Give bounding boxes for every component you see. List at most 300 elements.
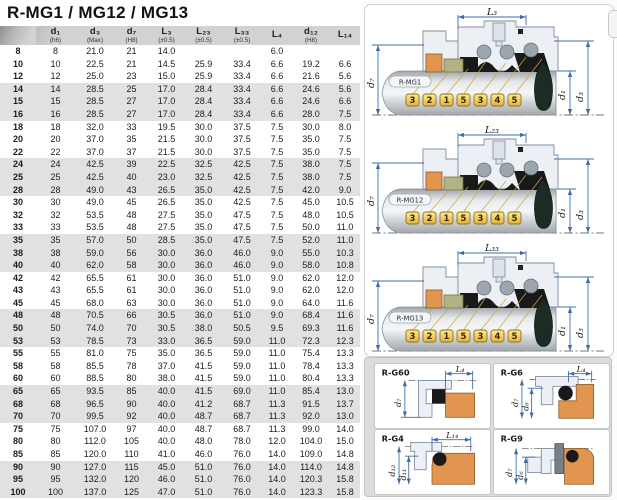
value-cell: 6.6 — [262, 83, 292, 96]
value-cell: 100 — [36, 486, 75, 499]
face-ring — [444, 177, 463, 190]
value-cell: 41.2 — [185, 398, 222, 411]
seal-cross-section — [366, 7, 610, 121]
value-cell: 45.0 — [148, 461, 185, 474]
value-cell: 7.5 — [270, 134, 284, 145]
value-cell: 38 — [36, 247, 75, 260]
value-cell: 59.0 — [222, 335, 262, 348]
value-cell: 12 — [50, 71, 61, 82]
callout-number: 3 — [409, 96, 416, 106]
detail-card-title: R-G60 — [381, 367, 410, 378]
value-cell: 120 — [115, 473, 148, 486]
value-cell: 48.0 — [302, 209, 320, 220]
value-cell: 13.3 — [336, 373, 354, 384]
callout-boxes — [406, 94, 521, 106]
value-cell: 28.5 — [75, 108, 115, 121]
table-row — [0, 398, 360, 411]
callout-boxes — [406, 212, 521, 224]
seal-cross-section — [366, 125, 610, 239]
callout-number: 5 — [460, 214, 467, 224]
value-cell: 15.8 — [330, 486, 360, 499]
value-cell: 50 — [36, 322, 75, 335]
dim-label: d₇ — [366, 314, 377, 324]
value-cell: 11.0 — [268, 373, 286, 384]
table-row — [0, 448, 360, 461]
value-cell: 93.5 — [75, 385, 115, 398]
value-cell: 14.8 — [336, 449, 354, 459]
value-cell: 90 — [36, 461, 75, 474]
value-cell: 66 — [115, 309, 148, 322]
row-label-cell: 53 — [0, 335, 36, 348]
column-header: d₁ (h6) — [36, 26, 75, 45]
value-cell: 19.5 — [157, 121, 176, 132]
value-cell: 37.5 — [233, 146, 251, 157]
value-cell: 38.0 — [292, 171, 330, 184]
value-cell: 55.0 — [292, 247, 330, 260]
value-cell: 72.3 — [292, 335, 330, 348]
row-label-cell: 42 — [12, 272, 23, 283]
value-cell: 48.7 — [194, 423, 213, 434]
seal-diagram-r-mg13 — [366, 243, 610, 357]
value-cell: 53.5 — [86, 209, 104, 220]
value-cell — [185, 45, 222, 58]
value-cell: 59.0 — [233, 348, 251, 359]
value-cell: 22.5 — [148, 158, 185, 171]
value-cell: 11.3 — [262, 410, 292, 423]
row-label-cell: 16 — [0, 108, 36, 121]
value-cell: 6.6 — [270, 58, 284, 69]
value-cell: 76.0 — [222, 486, 262, 499]
value-cell: 35.0 — [185, 234, 222, 247]
table-row — [0, 133, 360, 146]
value-cell: 7.5 — [338, 146, 352, 157]
value-cell: 62.0 — [302, 272, 320, 283]
value-cell: 25.9 — [194, 71, 213, 82]
value-cell: 36.0 — [185, 247, 222, 260]
table-row — [0, 146, 360, 159]
value-cell: 12.0 — [336, 272, 354, 283]
table-row — [0, 247, 360, 260]
value-cell: 26.5 — [148, 184, 185, 197]
row-label-cell: 50 — [0, 322, 36, 335]
value-cell: 47.5 — [222, 234, 262, 247]
column-header — [0, 26, 36, 45]
value-cell: 10.8 — [330, 259, 360, 272]
value-cell: 9.0 — [270, 285, 284, 296]
dim-label: L₂₃ — [485, 125, 499, 136]
value-cell: 38.0 — [185, 322, 222, 335]
detail-card-title: R-G6 — [500, 367, 523, 378]
value-cell: 36.5 — [185, 335, 222, 348]
face-ring — [444, 295, 463, 308]
value-cell: 10.3 — [330, 247, 360, 260]
table-row — [0, 196, 360, 209]
value-cell: 50 — [115, 234, 148, 247]
value-cell: 14.8 — [330, 461, 360, 474]
value-cell: 80 — [50, 436, 61, 447]
value-cell: 11.6 — [336, 297, 354, 308]
value-cell: 33.4 — [233, 58, 251, 69]
value-cell: 33.0 — [148, 335, 185, 348]
edge-tab — [608, 10, 617, 38]
table-row — [0, 360, 360, 373]
value-cell: 10.5 — [336, 197, 354, 208]
value-cell: 11.0 — [262, 335, 292, 348]
value-cell: 22.5 — [86, 58, 104, 69]
value-cell: 46.0 — [222, 259, 262, 272]
value-cell: 65 — [36, 385, 75, 398]
value-cell: 7.5 — [270, 209, 284, 220]
value-cell: 85.4 — [292, 385, 330, 398]
value-cell: 30.5 — [148, 322, 185, 335]
value-cell: 40.0 — [157, 423, 176, 434]
value-cell: 85 — [115, 385, 148, 398]
value-cell: 51.0 — [233, 272, 251, 283]
value-cell: 85 — [50, 449, 61, 459]
row-label-cell: 20 — [12, 134, 23, 145]
value-cell: 40 — [36, 259, 75, 272]
value-cell: 76.0 — [222, 461, 262, 474]
value-cell: 50.5 — [222, 322, 262, 335]
value-cell: 43 — [50, 285, 61, 296]
table-row — [0, 486, 360, 499]
value-cell: 68.7 — [222, 398, 262, 411]
table-row — [0, 95, 360, 108]
value-cell: 12.0 — [268, 436, 286, 447]
value-cell: 7.5 — [338, 134, 352, 145]
table-row — [0, 221, 360, 234]
dim-label: d₁₁ — [397, 468, 408, 481]
value-cell: 49.0 — [75, 184, 115, 197]
model-label: R-MG12 — [396, 196, 424, 205]
value-cell: 52.0 — [292, 234, 330, 247]
row-label-cell: 75 — [12, 423, 23, 434]
value-cell: 37.5 — [233, 134, 251, 145]
value-cell: 125 — [115, 486, 148, 499]
value-cell: 42.5 — [233, 197, 251, 208]
value-cell: 49.0 — [86, 197, 104, 208]
value-cell: 16 — [36, 108, 75, 121]
value-cell: 32.0 — [86, 121, 104, 132]
row-label-cell: 90 — [0, 461, 36, 474]
table-row — [0, 209, 360, 222]
dim-label: d₁ — [557, 90, 568, 100]
value-cell: 18 — [50, 121, 61, 132]
callout-number: 4 — [494, 96, 501, 106]
value-cell: 58 — [115, 259, 148, 272]
value-cell: 9.0 — [262, 309, 292, 322]
row-label-cell: 85 — [12, 449, 23, 459]
value-cell: 39 — [115, 158, 148, 171]
value-cell: 123.3 — [292, 486, 330, 499]
value-cell: 59.0 — [233, 360, 251, 371]
value-cell: 48 — [36, 309, 75, 322]
table-row — [0, 272, 360, 285]
value-cell: 25.9 — [194, 58, 213, 69]
value-cell: 15.8 — [330, 473, 360, 486]
value-cell: 35.0 — [185, 184, 222, 197]
row-label-cell: 65 — [0, 385, 36, 398]
seat-ring — [426, 172, 442, 190]
value-cell: 65.5 — [86, 285, 104, 296]
value-cell: 59.0 — [233, 373, 251, 384]
row-label-cell: 45 — [12, 297, 23, 308]
dim-label: d₇ — [510, 398, 521, 408]
row-label-cell: 95 — [0, 473, 36, 486]
dim-label: L₄ — [576, 364, 586, 374]
dim-label: d₆ — [520, 402, 531, 411]
seat-detail-panel — [364, 357, 612, 497]
value-cell: 78 — [126, 360, 137, 371]
value-cell: 90 — [115, 398, 148, 411]
dim-label: d₆ — [514, 471, 525, 480]
value-cell: 37.5 — [233, 121, 251, 132]
column-header: L₁₄ — [330, 26, 360, 45]
r-g9-drawing — [494, 430, 607, 492]
row-label-cell: 30 — [12, 197, 23, 208]
value-cell: 33.4 — [222, 108, 262, 121]
table-row — [0, 121, 360, 134]
table-row — [0, 335, 360, 348]
value-cell: 28.0 — [292, 108, 330, 121]
dim-label: d₃ — [575, 328, 586, 338]
value-cell: 21.5 — [157, 146, 176, 157]
value-cell: 68.0 — [86, 297, 104, 308]
value-cell: 32.5 — [185, 158, 222, 171]
value-cell: 13.3 — [336, 348, 354, 359]
value-cell: 37.0 — [86, 146, 104, 157]
value-cell: 42.5 — [222, 158, 262, 171]
dimension-table — [0, 26, 360, 498]
value-cell — [292, 45, 330, 58]
r-g6-drawing — [494, 364, 607, 426]
value-cell: 9.0 — [262, 259, 292, 272]
value-cell: 36.0 — [185, 259, 222, 272]
value-cell: 68 — [36, 398, 75, 411]
row-label-cell: 55 — [12, 348, 23, 359]
value-cell: 36.0 — [194, 285, 213, 296]
table-row — [0, 171, 360, 184]
value-cell — [330, 45, 360, 58]
dim-label: L₃₃ — [485, 243, 499, 254]
value-cell: 11.0 — [336, 222, 354, 233]
row-label-cell: 24 — [0, 158, 36, 171]
value-cell: 51.0 — [222, 309, 262, 322]
value-cell: 55 — [50, 348, 61, 359]
value-cell: 41.0 — [157, 449, 176, 459]
value-cell: 69.0 — [222, 385, 262, 398]
value-cell: 62.0 — [75, 259, 115, 272]
value-cell: 24.6 — [292, 83, 330, 96]
callout-number: 5 — [511, 214, 518, 224]
table-header-row — [0, 26, 360, 45]
value-cell: 6.0 — [270, 46, 284, 56]
value-cell: 8.0 — [338, 121, 352, 132]
value-cell: 30.0 — [302, 121, 320, 132]
o-ring — [566, 450, 579, 463]
seat-ring — [426, 54, 442, 72]
value-cell: 30.0 — [148, 247, 185, 260]
value-cell: 38.0 — [157, 373, 176, 384]
value-cell: 78.5 — [75, 335, 115, 348]
value-cell: 35.0 — [194, 197, 213, 208]
seat-ring — [426, 290, 442, 308]
value-cell: 9.0 — [262, 247, 292, 260]
value-cell: 43 — [115, 184, 148, 197]
row-label-cell: 68 — [0, 398, 36, 411]
value-cell: 7.5 — [330, 158, 360, 171]
value-cell: 51.0 — [185, 461, 222, 474]
column-header: L₃ (±0.5) — [148, 26, 185, 45]
detail-card-title: R-G4 — [381, 433, 404, 444]
value-cell: 48.7 — [185, 410, 222, 423]
value-cell: 28.5 — [148, 234, 185, 247]
table-row — [0, 297, 360, 310]
value-cell: 107.0 — [83, 423, 107, 434]
value-cell: 110 — [124, 449, 139, 459]
value-cell: 35.0 — [302, 134, 320, 145]
value-cell: 45.0 — [302, 197, 320, 208]
value-cell: 30.5 — [148, 309, 185, 322]
dim-label: d₇ — [504, 468, 515, 477]
column-header: L₃₃ (±0.5) — [222, 26, 262, 45]
value-cell: 127.0 — [75, 461, 115, 474]
value-cell: 25 — [36, 171, 75, 184]
value-cell: 19.2 — [302, 58, 320, 69]
value-cell: 21 — [126, 58, 137, 69]
value-cell: 14.0 — [262, 461, 292, 474]
value-cell: 21.6 — [302, 71, 320, 82]
value-cell: 68.7 — [233, 423, 251, 434]
value-cell: 91.5 — [292, 398, 330, 411]
value-cell: 11.6 — [330, 309, 360, 322]
value-cell: 11.0 — [330, 234, 360, 247]
value-cell: 132.0 — [75, 473, 115, 486]
value-cell: 42.5 — [75, 158, 115, 171]
value-cell: 99.0 — [302, 423, 320, 434]
value-cell: 7.5 — [262, 184, 292, 197]
value-cell: 42.5 — [222, 184, 262, 197]
value-cell: 10.5 — [336, 209, 354, 220]
value-cell: 115 — [115, 461, 148, 474]
value-cell: 69.3 — [292, 322, 330, 335]
value-cell: 7.5 — [262, 171, 292, 184]
value-cell: 27.5 — [157, 209, 176, 220]
row-label-cell: 32 — [12, 209, 23, 220]
row-label-cell: 22 — [12, 146, 23, 157]
value-cell: 14.0 — [157, 46, 176, 56]
value-cell: 21.5 — [157, 134, 176, 145]
seal-diagram-r-mg12 — [366, 125, 610, 239]
value-cell: 36.0 — [194, 297, 213, 308]
value-cell: 105 — [123, 436, 140, 447]
value-cell: 70 — [36, 410, 75, 423]
value-cell: 27.5 — [157, 222, 176, 233]
value-cell: 6.6 — [338, 58, 352, 69]
callout-number: 4 — [494, 214, 501, 224]
value-cell: 32.5 — [185, 171, 222, 184]
value-cell: 7.5 — [270, 146, 284, 157]
dim-label: d₃ — [575, 92, 586, 102]
value-cell: 78.4 — [302, 360, 320, 371]
value-cell: 7.5 — [330, 108, 360, 121]
value-cell: 112.0 — [84, 436, 106, 447]
value-cell: 15.0 — [157, 71, 176, 82]
dim-label: d₁ — [557, 208, 568, 218]
table-row — [0, 309, 360, 322]
table-row — [0, 372, 360, 385]
value-cell: 104.0 — [299, 436, 323, 447]
value-cell: 14 — [36, 83, 75, 96]
value-cell: 51.0 — [185, 486, 222, 499]
table-row — [0, 259, 360, 272]
value-cell: 57.0 — [75, 234, 115, 247]
value-cell: 11.3 — [268, 423, 286, 434]
table-row — [0, 461, 360, 474]
value-cell: 78.0 — [233, 436, 251, 447]
value-cell: 58 — [50, 360, 61, 371]
value-cell: 28.4 — [185, 83, 222, 96]
value-cell: 120.3 — [292, 473, 330, 486]
value-cell: 12.3 — [330, 335, 360, 348]
value-cell: 30.0 — [148, 259, 185, 272]
dim-label: d₃ — [575, 210, 586, 220]
value-cell: 33.4 — [233, 71, 251, 82]
value-cell: 53.5 — [86, 222, 104, 233]
value-cell: 13.3 — [336, 360, 354, 371]
value-cell: 48 — [126, 222, 137, 233]
detail-card-r-g60 — [374, 363, 491, 429]
spring-group — [477, 279, 538, 295]
value-cell: 80 — [126, 373, 137, 384]
dim-label: d₁₂ — [387, 464, 398, 477]
value-cell: 5.6 — [330, 83, 360, 96]
value-cell: 41.5 — [185, 385, 222, 398]
row-label-cell: 25 — [0, 171, 36, 184]
value-cell: 42.0 — [292, 184, 330, 197]
value-cell: 33.4 — [222, 95, 262, 108]
value-cell: 9.0 — [270, 297, 284, 308]
value-cell: 28 — [36, 184, 75, 197]
value-cell: 37 — [126, 146, 137, 157]
detail-card-r-g9 — [493, 429, 610, 495]
callout-number: 1 — [443, 96, 450, 106]
value-cell: 46.0 — [194, 449, 213, 459]
value-cell: 14.0 — [268, 449, 286, 459]
dim-label: L₁₄ — [446, 430, 459, 440]
elastomer-part — [432, 389, 446, 404]
value-cell: 35.0 — [157, 348, 176, 359]
page-title: R-MG1 / MG12 / MG13 — [7, 3, 189, 22]
value-cell: 42 — [50, 272, 61, 283]
value-cell: 33 — [126, 121, 137, 132]
value-cell: 47.5 — [233, 222, 251, 233]
dim-label: d₇ — [366, 196, 377, 206]
dim-label: L₄ — [455, 364, 465, 374]
value-cell: 6.6 — [330, 95, 360, 108]
value-cell: 42.5 — [222, 171, 262, 184]
value-cell: 12.0 — [336, 285, 354, 296]
value-cell: 58.0 — [292, 259, 330, 272]
table-row — [0, 435, 360, 448]
value-cell: 74.0 — [75, 322, 115, 335]
detail-card-r-g4 — [374, 429, 491, 495]
value-cell: 30.0 — [157, 297, 176, 308]
dim-label: L₃ — [486, 7, 498, 18]
column-header: L₄ — [262, 26, 292, 45]
model-label: R-MG1 — [398, 78, 422, 87]
value-cell: 30.0 — [194, 146, 213, 157]
